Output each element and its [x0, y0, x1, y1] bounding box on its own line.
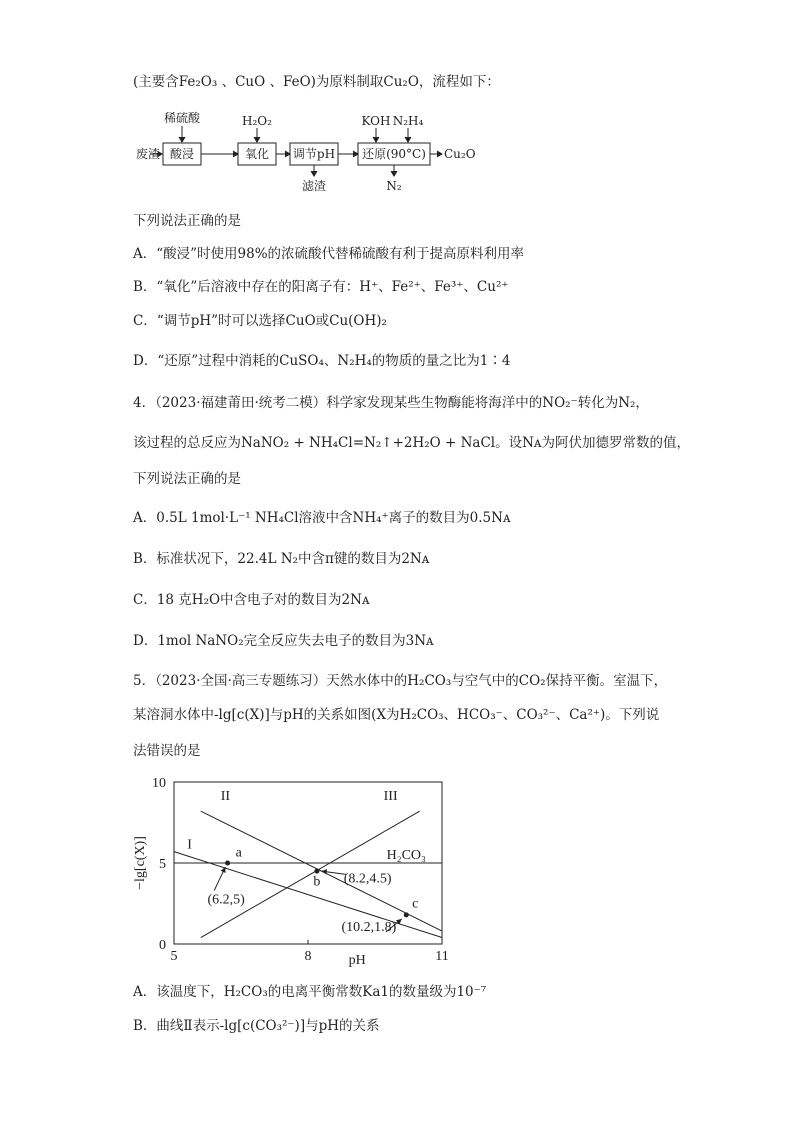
- q4-line1: 4．（2023·福建莆田·统考二模）科学家发现某些生物酶能将海洋中的NO₂⁻转化为N₂，: [133, 395, 649, 411]
- q3-intro: (主要含Fe₂O₃ 、CuO 、FeO)为原料制取Cu₂O，流程如下：: [133, 74, 500, 90]
- flow-label-h2o2: H₂O₂: [242, 114, 272, 128]
- series-label-H₂CO₃: H₂CO₃: [386, 847, 426, 863]
- q4-line2: 该过程的总反应为NaNO₂ + NH₄Cl=N₂↑+2H₂O + NaCl。设Nᴀ为阿伏加德罗常数的值，: [133, 435, 691, 451]
- y-tick-label: 10: [152, 776, 166, 791]
- point-coord-b: (8.2,4.5): [343, 871, 392, 887]
- process-flowchart: [130, 108, 490, 198]
- point-label-a: a: [235, 845, 242, 861]
- x-tick-label: 5: [170, 949, 178, 964]
- q4-stem: 下列说法正确的是: [133, 471, 241, 487]
- q4-option-b: B．标准状况下，22.4L N₂中含π键的数目为2Nᴀ: [133, 551, 430, 567]
- flow-output: Cu₂O: [444, 147, 476, 161]
- flow-box-ph-label: 调节pH: [292, 147, 336, 161]
- y-axis-label: −lg[c(X)]: [133, 836, 148, 890]
- flow-box-oxidize-label: 氧化: [244, 147, 270, 161]
- y-tick-label: 5: [159, 857, 166, 872]
- q3-option-b: B．“氧化”后溶液中存在的阳离子有：H⁺、Fe²⁺、Fe³⁺、Cu²⁺: [133, 279, 509, 295]
- flow-box-reduce-label: 还原(90°C): [362, 147, 426, 161]
- flow-input: 废渣: [136, 147, 161, 161]
- point-a: [225, 861, 230, 866]
- q5-line2: 某溶洞水体中-lg[c(X)]与pH的关系如图(X为H₂CO₃、HCO₃⁻、CO₃²⁻、Ca²⁺)。下列说: [133, 707, 660, 723]
- flow-n2: N₂: [386, 179, 402, 193]
- q3-option-d: D．“还原”过程中消耗的CuSO₄、N₂H₄的物质的量之比为1∶4: [133, 353, 511, 369]
- q5-line3: 法错误的是: [133, 743, 201, 759]
- flow-label-koh: KOH: [361, 114, 391, 128]
- point-label-c: c: [412, 896, 419, 912]
- q3-stem: 下列说法正确的是: [133, 213, 241, 229]
- flow-residue: 滤渣: [301, 179, 327, 193]
- point-label-b: b: [313, 874, 321, 890]
- point-b: [314, 869, 319, 874]
- flow-label-acid: 稀硫酸: [163, 111, 201, 125]
- point-coord-c: (10.2,1.8): [341, 920, 397, 936]
- q4-option-d: D．1mol NaNO₂完全反应失去电子的数目为3Nᴀ: [133, 633, 434, 649]
- ph-lgc-chart: [130, 772, 460, 972]
- q5-option-a: A．该温度下，H₂CO₃的电离平衡常数Ka1的数量级为10⁻⁷: [133, 984, 487, 1000]
- point-c: [404, 912, 409, 917]
- q4-option-c: C．18 克H₂O中含电子对的数目为2Nᴀ: [133, 592, 370, 608]
- x-tick-label: 11: [435, 949, 449, 964]
- series-label-II: II: [220, 788, 231, 804]
- q5-option-b: B．曲线Ⅱ表示-lg[c(CO₃²⁻)]与pH的关系: [133, 1018, 380, 1034]
- point-coord-a: (6.2,5): [207, 892, 245, 908]
- flow-label-n2h4: N₂H₄: [392, 114, 424, 128]
- y-tick-label: 0: [159, 938, 166, 953]
- x-axis-label: pH: [348, 953, 366, 968]
- flow-box-leach-label: 酸浸: [169, 147, 195, 161]
- x-tick-label: 8: [304, 949, 312, 964]
- q4-option-a: A．0.5L 1mol·L⁻¹ NH₄Cl溶液中含NH₄⁺离子的数目为0.5Nᴀ: [133, 510, 511, 526]
- series-label-I: I: [187, 837, 192, 853]
- q3-option-a: A．“酸浸”时使用98%的浓硫酸代替稀硫酸有利于提高原料利用率: [133, 246, 525, 262]
- q3-option-c: C．“调节pH”时可以选择CuO或Cu(OH)₂: [133, 313, 387, 329]
- q5-line1: 5．（2023·全国·高三专题练习）天然水体中的H₂CO₃与空气中的CO₂保持平衡。室温下，: [133, 673, 668, 689]
- series-label-III: III: [383, 788, 398, 804]
